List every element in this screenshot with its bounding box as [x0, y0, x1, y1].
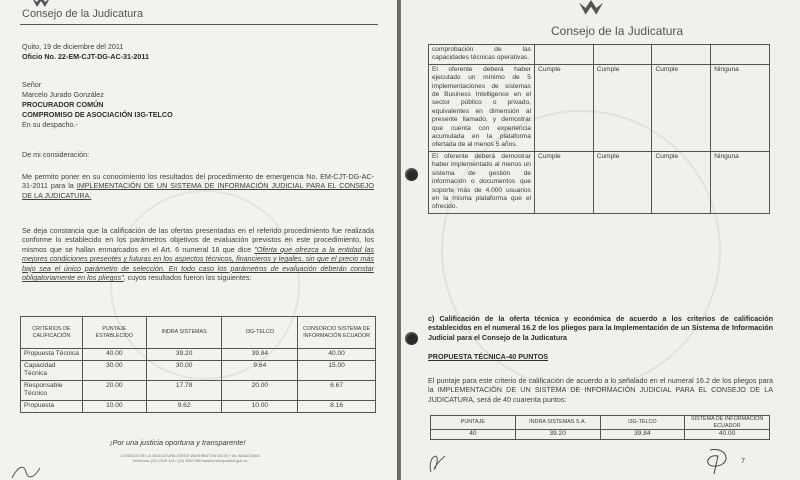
- table-row: [21, 380, 376, 400]
- table-cell: Cumple: [652, 64, 711, 151]
- points-table-header: [431, 416, 770, 430]
- table-cell: 8.16: [298, 400, 376, 412]
- binder-hole: [405, 332, 418, 345]
- table-cell: 30.00: [82, 361, 146, 381]
- left-document-page: [0, 0, 397, 480]
- table-cell: 20.00: [82, 380, 146, 400]
- table-cell: [711, 45, 770, 65]
- table-cell: Cumple: [534, 151, 593, 213]
- results-table: [20, 316, 376, 413]
- section-c-heading: c) Calificación de la oferta técnica y económica de acuerdo a los criterios de calificación establecidos en el numeral 16.2 de los pliegos para la Implementación de un Sistema de Información Judicial para el Consejo de la Judicatura: [428, 314, 773, 342]
- recipient-company: COMPROMISO DE ASOCIACIÓN I3G-TELCO: [22, 110, 173, 119]
- table-cell: 6.67: [298, 380, 376, 400]
- table-cell: El oferente deberá demostrar haber implementado al menos un sistema de gestión de información o documentos que soporte más de 4.000 usuarios en la misma plataforma que el ofrecido.: [429, 151, 535, 213]
- oficio-number: Oficio No. 22-EM-CJT-DG-AC-31-2011: [22, 52, 150, 61]
- table-cell: Cumple: [593, 64, 652, 151]
- table-cell: Ninguna: [711, 64, 770, 151]
- greeting: De mi consideración:: [22, 150, 90, 159]
- signature-mark-icon: [425, 448, 453, 479]
- binder-hole: [405, 168, 418, 181]
- table-cell: 39.84: [222, 349, 298, 361]
- table-cell: El oferente deberá haber ejecutado un mínimo de 5 implementaciones de sistemas de Business Intelligence en el sector público o privado, equivalentes en dimensión al presente llamado, y demostrar que cuenta con experiencia acumulada en la plataforma ofertada de al menos 5 años.: [429, 64, 535, 151]
- col-sistema: SISTEMA DE INFORMACIÓN ECUADOR: [685, 416, 770, 430]
- letter-date: Quito, 19 de diciembre del 2011: [22, 42, 124, 51]
- table-cell: 10.00: [222, 400, 298, 412]
- col-i3g: I3G-TELCO: [222, 317, 298, 349]
- table-cell: Capacidad Técnica: [21, 361, 83, 381]
- table-cell: 40.00: [82, 349, 146, 361]
- col-criteria: CRITERIOS DE CALIFICACIÓN: [21, 317, 83, 349]
- table-cell: 40.00: [685, 430, 770, 440]
- footer-address: CONSEJO DE LA JUDICATURA JORGE WASHINGTON E4-59 Y AV. AMAZONAS Teléfonos: (02) 2228 114 / (02) 2500 555 www.funcionjudicial.gob.ec: [120, 454, 260, 463]
- table-cell: Responsable Técnico: [21, 380, 83, 400]
- table-cell: [652, 45, 711, 65]
- judicatura-logo-icon: [30, 0, 52, 8]
- requirements-table: [428, 44, 770, 214]
- col-indra: INDRA SISTEMAS: [146, 317, 222, 349]
- recipient-salutation: Señor: [22, 80, 42, 89]
- page-number: 7: [741, 456, 745, 465]
- table-cell: 17.78: [146, 380, 222, 400]
- paragraph-1-text: Me permito poner en su conocimiento los resultados del procedimiento de emergencia No. EM-CJT-DG-AC-31-2011 para la: [22, 172, 374, 191]
- paragraph-2-quote: "Oferta que ofrezca a la entidad las mejores condiciones presentes y futuras en los aspectos técnicos, financieros y legales, sin que el precio más bajo sea el único parámetro de selección. En todo caso los parámetros de evaluación deberán constar obligatoriamente en los pliegos": [22, 244, 374, 283]
- table-cell: [593, 45, 652, 65]
- table-cell: 30.00: [146, 361, 222, 381]
- signature-mark-icon: [700, 446, 736, 480]
- table-cell: 39.20: [146, 349, 222, 361]
- table-cell: 39.20: [515, 430, 600, 440]
- table-row: [429, 151, 770, 213]
- table-cell: Cumple: [534, 64, 593, 151]
- table-row: [429, 45, 770, 65]
- table-row: [21, 361, 376, 381]
- table-cell: [534, 45, 593, 65]
- recipient-name: Marcelo Jurado González: [22, 90, 104, 99]
- table-cell: 40.00: [298, 349, 376, 361]
- col-established: PUNTAJE ESTABLECIDO: [82, 317, 146, 349]
- table-cell: comprobación de las capacidades técnicas operativas.: [429, 45, 535, 65]
- judicatura-logo-icon: [576, 0, 606, 16]
- header-title: Consejo de la Judicatura: [551, 24, 684, 38]
- paragraph-2: [22, 226, 374, 282]
- col-puntaje: PUNTAJE: [431, 416, 516, 430]
- table-cell: 10.00: [82, 400, 146, 412]
- table-cell: Ninguna: [711, 151, 770, 213]
- footer-slogan: ¡Por una justicia oportuna y transparente!: [110, 438, 246, 447]
- table-cell: 9.62: [146, 400, 222, 412]
- section-subtitle: PROPUESTA TÉCNICA-40 PUNTOS: [428, 352, 549, 361]
- table-cell: Propuesta Técnica: [21, 349, 83, 361]
- table-cell: Cumple: [652, 151, 711, 213]
- header-title: Consejo de la Judicatura: [22, 8, 144, 20]
- table-cell: 40: [431, 430, 516, 440]
- table-cell: Cumple: [593, 151, 652, 213]
- table-cell: 15.00: [298, 361, 376, 381]
- col-i3g: I3G-TELCO: [600, 416, 685, 430]
- table-cell: Propuesta: [21, 400, 83, 412]
- points-table: [430, 415, 770, 440]
- table-row: [431, 430, 770, 440]
- recipient-location: En su despacho.-: [22, 120, 78, 129]
- paragraph-2-end: , cuyos resultados fueron los siguientes:: [123, 273, 252, 283]
- table-row: [21, 400, 376, 412]
- paragraph-1: [22, 172, 374, 200]
- col-consorcio: CONSORCIO SISTEMA DE INFORMACIÓN ECUADOR: [298, 317, 376, 349]
- col-indra: INDRA SISTEMAS S.A.: [515, 416, 600, 430]
- results-table-header: [21, 317, 376, 349]
- table-cell: 9.64: [222, 361, 298, 381]
- table-row: [429, 64, 770, 151]
- signature-mark-icon: [10, 462, 50, 480]
- table-cell: 39.84: [600, 430, 685, 440]
- section-paragraph: El puntaje para este criterio de calificación de acuerdo a lo señalado en el numeral 16.2 de los pliegos para la IMPLEMENTACIÓN DE UN SISTEMA DE INFORMACIÓN JUDICIAL PARA EL CONSEJO DE LA JUDICATURA, será de 40 cuarenta puntos:: [428, 376, 773, 404]
- paragraph-1-subject: IMPLEMENTACIÓN DE UN SISTEMA DE INFORMACIÓN JUDICIAL PARA EL CONSEJO DE LA JUDICATURA.: [22, 181, 374, 200]
- table-row: [21, 349, 376, 361]
- recipient-title: PROCURADOR COMÚN: [22, 100, 104, 109]
- header-rule: [20, 24, 378, 25]
- table-cell: 20.00: [222, 380, 298, 400]
- paragraph-2-text: Se deja constancia que la calificación de las ofertas presentadas en el referido procedimiento fue realizada conforme lo establecido en los parámetros objetivos de evaluación previstos en este procedimiento, los mismos que se hallan enmarcados en el Art. 6 numeral 18 que dice: [22, 226, 374, 254]
